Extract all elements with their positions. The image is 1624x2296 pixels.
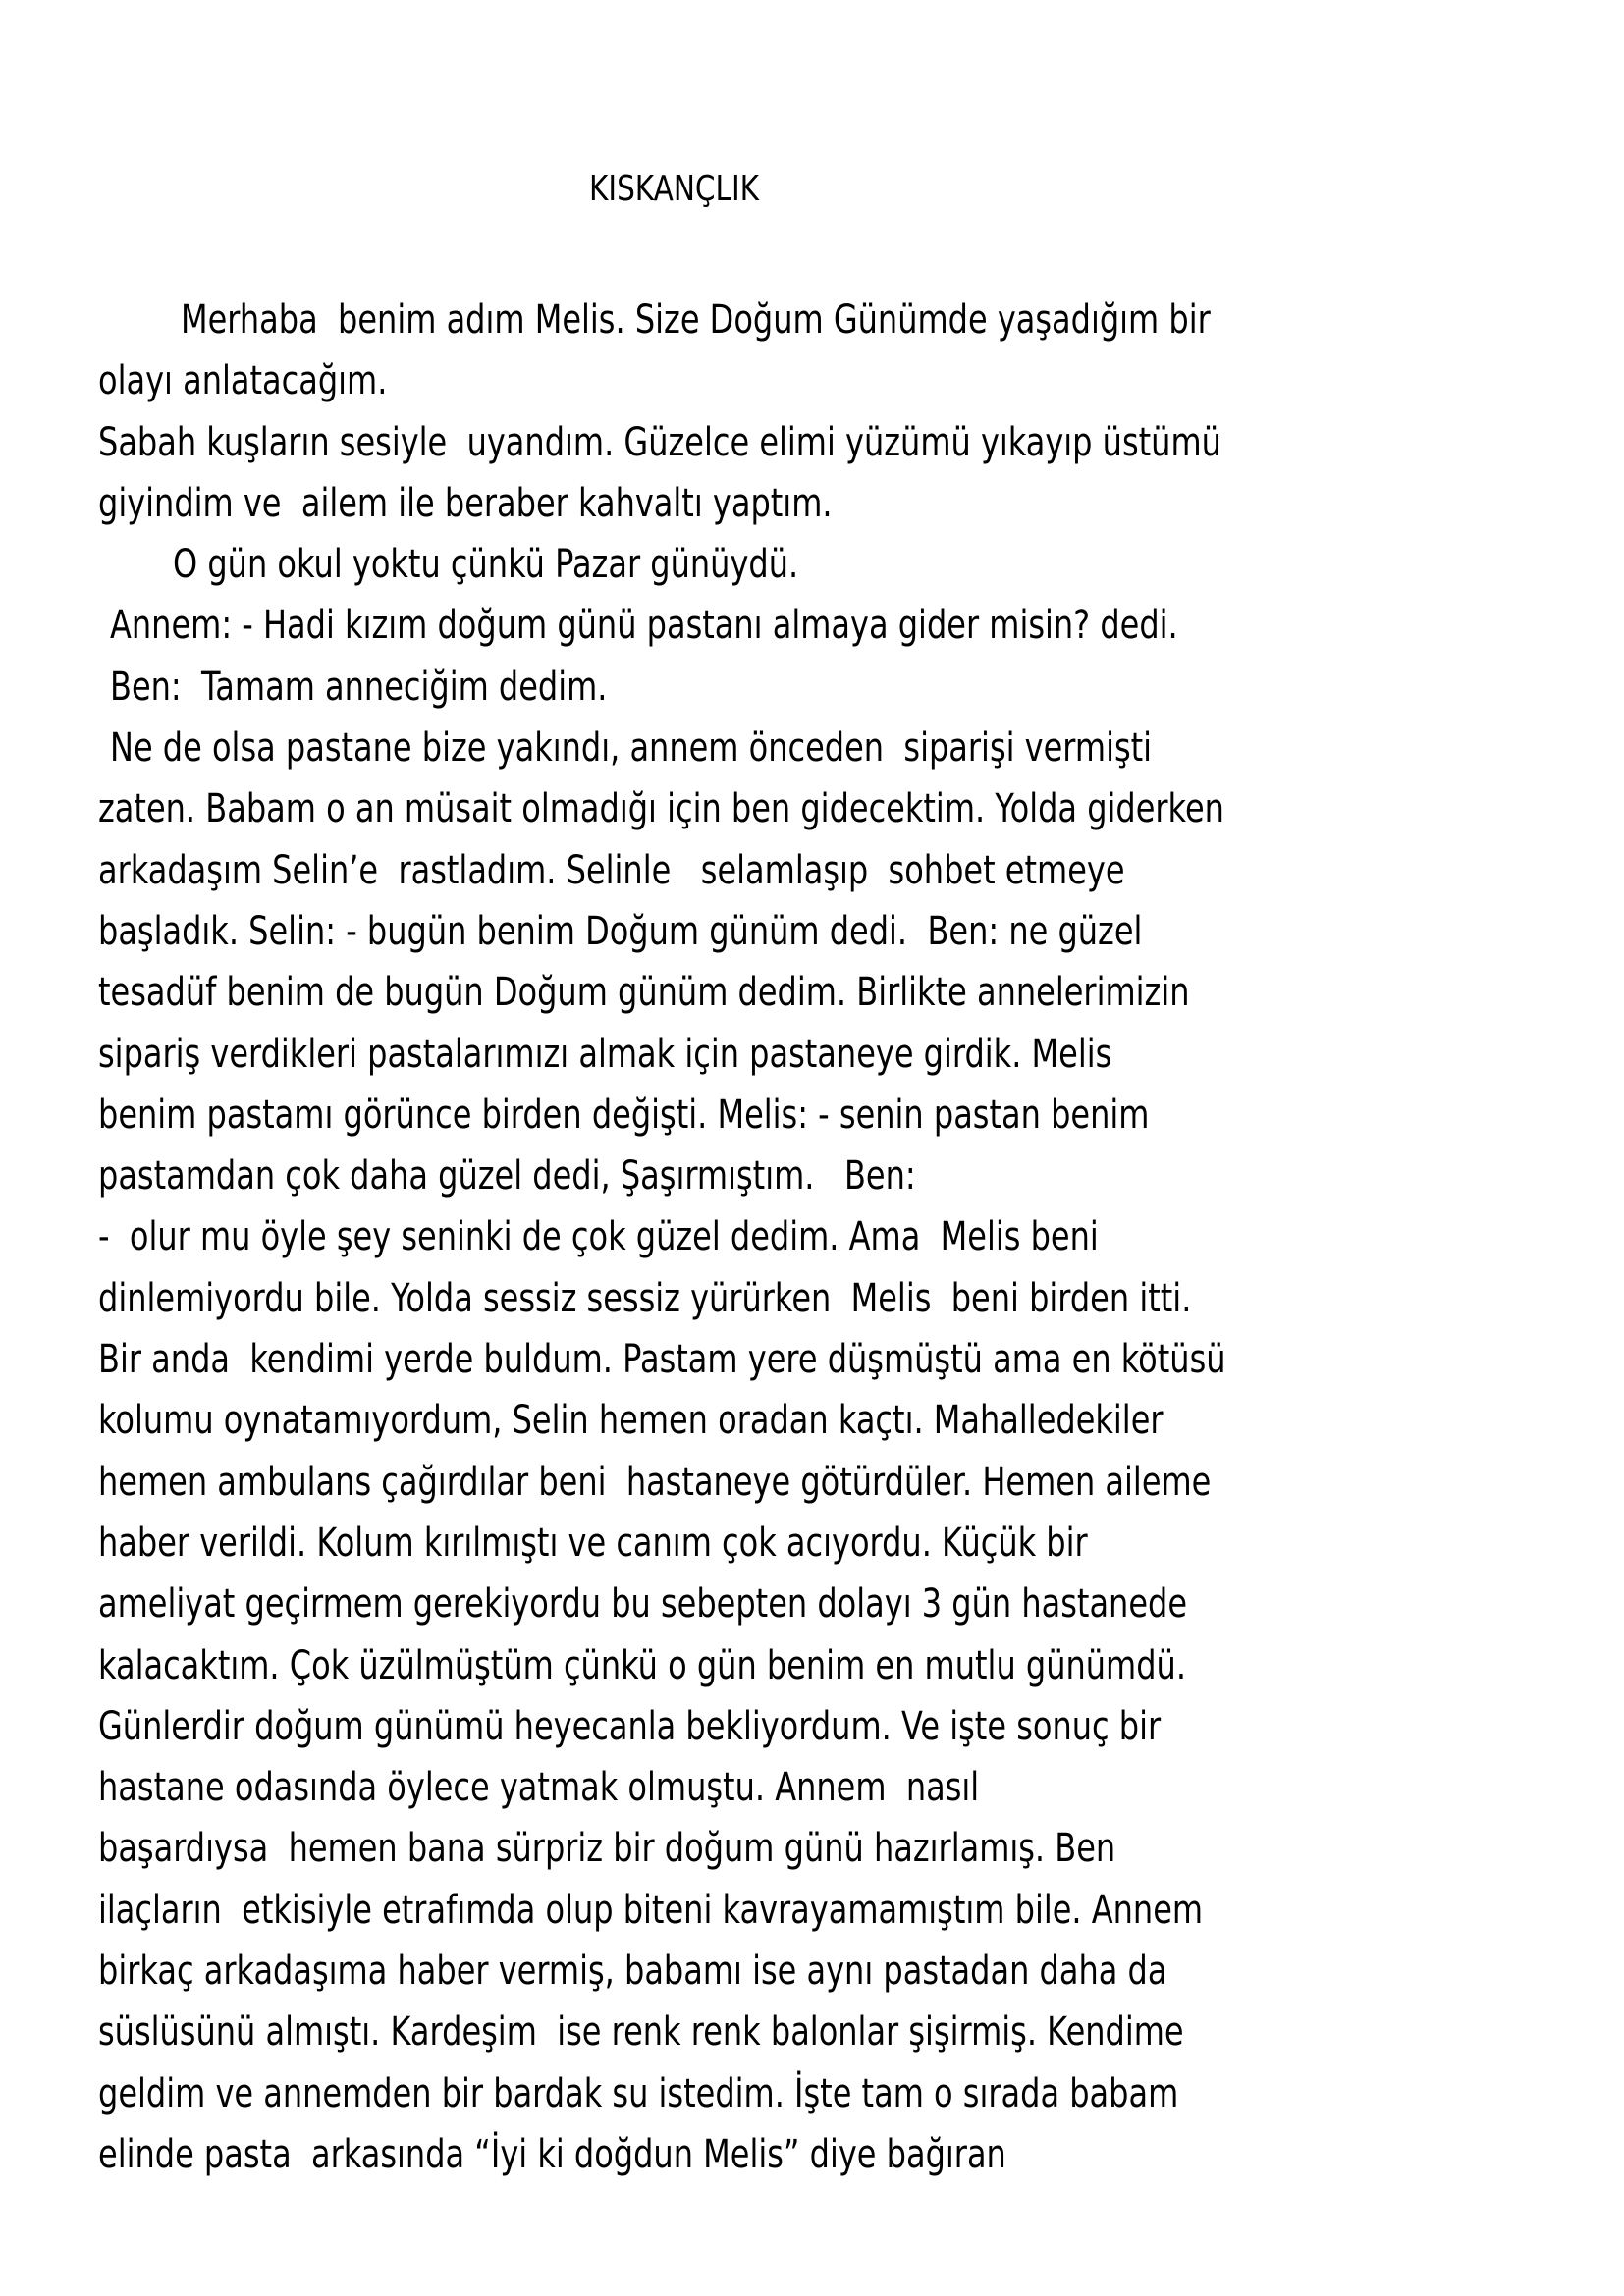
text-line: dinlemiyordu bile. Yolda sessiz sessiz yürürken Melis beni birden itti. bbox=[98, 1275, 1192, 1321]
text-line: kalacaktım. Çok üzülmüştüm çünkü o gün benim en mutlu günümdü. bbox=[98, 1642, 1186, 1688]
text-line: pastamdan çok daha güzel dedi, Şaşırmıştım. Ben: bbox=[98, 1153, 916, 1200]
text-line: geldim ve annemden bir bardak su istedim. İşte tam o sırada babam bbox=[98, 2070, 1179, 2116]
text-line: Sabah kuşların sesiyle uyandım. Güzelce elimi yüzümü yıkayıp üstümü bbox=[98, 419, 1221, 465]
text-line: kolumu oynatamıyordum, Selin hemen oradan kaçtı. Mahalledekiler bbox=[98, 1398, 1164, 1444]
text-line: arkadaşım Selin’e rastladım. Selinle selamlaşıp sohbet etmeye bbox=[98, 847, 1125, 893]
text-line: ilaçların etkisiyle etrafımda olup biteni kavrayamamıştım bile. Annem bbox=[98, 1887, 1204, 1933]
text-line: tesadüf benim de bugün Doğum günüm dedim. Birlikte annelerimizin bbox=[98, 970, 1190, 1016]
text-line: sipariş verdikleri pastalarımızı almak için pastaneye girdik. Melis bbox=[98, 1031, 1112, 1077]
text-line: haber verildi. Kolum kırılmıştı ve canım çok acıyordu. Küçük bir bbox=[98, 1520, 1088, 1566]
text-line: Ne de olsa pastane bize yakındı, annem önceden siparişi vermişti bbox=[110, 725, 1153, 772]
text-line: zaten. Babam o an müsait olmadığı için ben gidecektim. Yolda giderken bbox=[98, 786, 1224, 832]
text-line: başardıysa hemen bana sürpriz bir doğum günü hazırlamış. Ben bbox=[98, 1826, 1116, 1872]
story-body bbox=[98, 290, 1624, 2185]
text-line: birkaç arkadaşıma haber vermiş, babamı ise aynı pastadan daha da bbox=[98, 1949, 1167, 1995]
text-line: olayı anlatacağım. bbox=[98, 358, 388, 404]
text-line: O gün okul yoktu çünkü Pazar günüydü. bbox=[173, 542, 799, 588]
text-line: giyindim ve ailem ile beraber kahvaltı yaptım. bbox=[98, 480, 833, 526]
text-line: Günlerdir doğum günümü heyecanla bekliyordum. Ve işte sonuç bir bbox=[98, 1703, 1162, 1749]
text-line: elinde pasta arkasında “İyi ki doğdun Melis” diye bağıran bbox=[98, 2131, 1006, 2177]
text-line: benim pastamı görünce birden değişti. Melis: - senin pastan benim bbox=[98, 1092, 1150, 1138]
text-line: hemen ambulans çağırdılar beni hastaneye götürdüler. Hemen aileme bbox=[98, 1459, 1212, 1505]
text-line: Ben: Tamam anneciğim dedim. bbox=[110, 664, 608, 710]
text-line: süslüsünü almıştı. Kardeşim ise renk renk balonlar şişirmiş. Kendime bbox=[98, 2009, 1184, 2056]
text-line: Annem: - Hadi kızım doğum günü pastanı almaya gider misin? dedi. bbox=[110, 603, 1178, 649]
document-title: KISKANÇLIK bbox=[589, 169, 760, 209]
text-line: Bir anda kendimi yerde buldum. Pastam yere düşmüştü ama en kötüsü bbox=[98, 1337, 1226, 1383]
text-line: başladık. Selin: - bugün benim Doğum günüm dedi. Ben: ne güzel bbox=[98, 908, 1143, 954]
text-line: hastane odasında öylece yatmak olmuştu. Annem nasıl bbox=[98, 1765, 980, 1811]
text-line: Merhaba benim adım Melis. Size Doğum Günümde yaşadığım bir bbox=[181, 297, 1211, 343]
text-line: - olur mu öyle şey seninki de çok güzel dedim. Ama Melis beni bbox=[98, 1214, 1099, 1260]
text-line: ameliyat geçirmem gerekiyordu bu sebepten dolayı 3 gün hastanede bbox=[98, 1581, 1188, 1628]
